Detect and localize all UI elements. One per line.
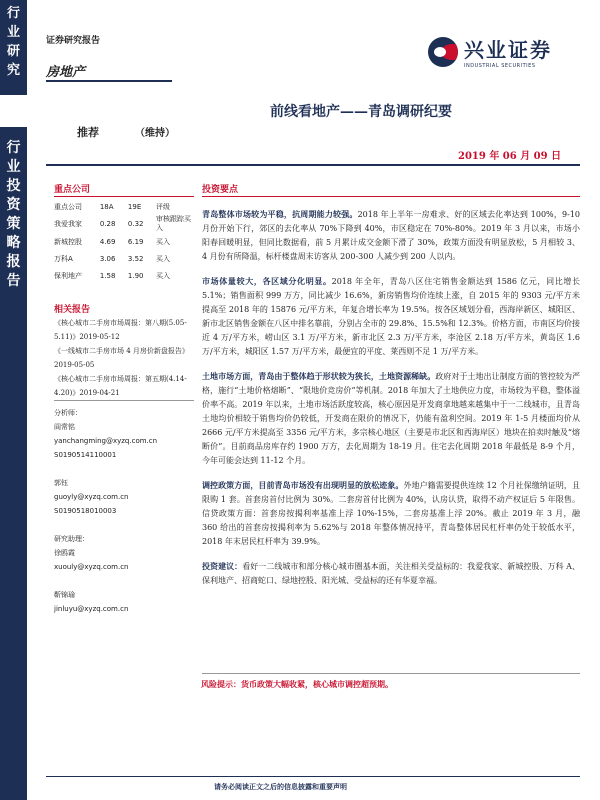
table-row (52, 215, 194, 233)
table-row (52, 233, 194, 250)
table-cell: 买入 (156, 271, 170, 280)
table-cell: 审核跟踪买入 (156, 215, 191, 232)
table-cell: 我爱我家 (54, 220, 82, 228)
sidebar-mid-char: 资 (6, 197, 21, 213)
sidebar-mid-char: 投 (6, 178, 21, 194)
table-cell: 3.52 (127, 254, 144, 263)
sidebar-top-char: 业 (6, 25, 20, 40)
table-cell: 4.69 (99, 237, 116, 246)
main-paragraph (202, 274, 580, 359)
related-report-link[interactable]: 《一线城市二手房市场 4 月房价新盘报告》2019-05-05 (54, 347, 189, 369)
table-cell: 重点公司 (54, 202, 82, 211)
assistant-name: 徐鸥霞 (54, 549, 75, 557)
paragraph-text: 外地户籍需要提供连续 12 个月社保缴纳证明，且限购 1 套。首套房首付比例为 30%。二套房首付比例为 40%，认房认贷，取得不动产权证后 5 年限售。信贷政策方面：首套房按揭利率基准上浮 10%-15%，二套房基准上浮 20%。截止 2019 年 3 月，融 360 给出的首套房按揭利率为 5.62%与 2018 年整体情况持平，青岛整体居民杠杆率仍处于较低水平，2018 年末居民杠杆率为 39.9%。 (202, 481, 580, 546)
main-paragraph (202, 559, 580, 588)
assistant-name: 靳锦瑜 (54, 591, 75, 599)
paragraph-lead: 青岛整体市场较为平稳，抗周期能力较强。 (202, 209, 358, 219)
analyst-name: 阎常铭 (54, 423, 75, 431)
report-date: 2019 年 06 月 09 日 (458, 151, 562, 162)
assistant-label: 研究助理： (54, 535, 89, 543)
footer-disclaimer[interactable]: 请务必阅读正文之后的信息披露和重要声明 (214, 782, 347, 791)
table-cell: 1.58 (99, 271, 116, 280)
table-cell: 新城控股 (54, 237, 82, 246)
table-cell: 买入 (156, 237, 170, 246)
sidebar-top-char: 研 (6, 44, 20, 59)
assistant-email[interactable]: xuouly@xyzq.com.cn (54, 563, 129, 571)
main-paragraph (202, 478, 580, 549)
related-heading: 相关报告 (54, 305, 91, 315)
paragraph-text: 2018 年全年，青岛八区住宅销售金额达到 1586 亿元，同比增长 5.1%；销售面积 999 万方，同比减少 16.6%，新房销售均价连续上涨，自 2015 年的 9303 元/平方米提高至 2018 年的 15876 元/平方米，年复合增长率为 19.5%。按各区域划分看，西海岸新区、城阳区、新市北区销售金额在八区中排名靠前，分别占全市的 29.8%、15.5%和 12.3%。价格方面，市南区均价接近 4 万/平方米，崂山区 3.1 万/平方米，新市北区 2.3 万/平方米，李沧区 2.18 万/平方米，黄岛区 1.6 万/平方米，城阳区 1.57 万/平方米，最便宜的平度、莱西则不足 1 万/平方米。 (202, 277, 580, 356)
table-cell: 买入 (156, 254, 170, 263)
main-paragraph (202, 207, 580, 264)
main-paragraph (202, 369, 580, 468)
companies-heading-rule (54, 196, 194, 197)
table-cell: 1.90 (127, 271, 144, 280)
company-logo (428, 34, 552, 69)
paragraph-text: 2018 年上半年一房难求、好的区域去化率达到 100%，9-10 月份开始下行，郊区的去化率从 70%下降到 40%，市区稳定在 70%-80%。2019 年 3 月以来，市场小阳春回暖明显，但同比数据看，前 5 月累计成交金额下滑了 30%，政策方面没有明显放松，5 月相较 3、4 月份有所降温，标杆楼盘周末访客从 200-300 人减少到 200 人以内。 (202, 210, 580, 261)
paragraph-text: 看好一二线城市和部分核心城市圈基本面，关注相关受益标的：我爱我家、新城控股、万科 A、保利地产、招商蛇口、绿地控股、阳光城、受益标的还有华夏幸福。 (202, 562, 580, 585)
paragraph-text: 政府对于土地出让制度方面的管控较为严格，施行“土地价格熔断”、“限地价竞房价”等机制。2018 年加大了土地供应力度，市场较为平稳，整体溢价率不高。2019 年以来，土地市场活跃度较高，核心原因是开发商拿地越来越集中于一二线城市，且青岛土地均价相较于销售均价仍较低，开发商在限价的情况下，仍能有盈利空间。2019 年 1-5 月楼面均价从 2666 元/平方米提高至 3356 元/平方米，多宗核心地区（主要是市北区和西海岸区）地块在拍卖时触及“熔断价”。目前商品房库存约 1900 万方，去化周期为 18-19 月。住宅去化周期 2018 年最低是 8-9 个月，今年可能会达到 11-12 个月。 (202, 372, 581, 465)
risk-divider (202, 673, 580, 674)
paragraph-lead: 投资建议： (202, 561, 243, 571)
sector-underline (46, 80, 172, 82)
main-body (202, 207, 580, 598)
analysts-block (54, 406, 194, 616)
sidebar-mid-char: 策 (6, 216, 21, 232)
table-cell: 0.28 (99, 220, 116, 228)
sidebar-top-band (0, 0, 27, 95)
companies-table (52, 198, 194, 284)
table-cell: 评级 (156, 202, 170, 211)
table-cell: 18A (99, 202, 114, 211)
sidebar-report-type-band (0, 127, 27, 800)
analyst-cert: S0190518010003 (54, 507, 117, 515)
paragraph-lead: 土地市场方面，青岛由于整体趋于形状较为狭长，土地资源稀缺。 (202, 371, 436, 381)
report-type-label: 证券研究报告 (46, 36, 101, 46)
table-cell: 0.32 (127, 220, 144, 228)
main-heading: 投资要点 (202, 185, 239, 195)
sidebar-mid-char: 告 (6, 273, 21, 289)
risk-warning: 风险提示：货币政策大幅收紧，核心城市调控超预期。 (201, 679, 393, 689)
footer-divider (46, 776, 580, 777)
table-cell: 万科A (54, 254, 73, 263)
table-cell: 19E (127, 202, 142, 211)
related-divider (54, 400, 194, 401)
analyst-label: 分析师： (54, 409, 82, 417)
analyst-cert: S0190514110001 (54, 451, 117, 459)
paragraph-lead: 市场体量较大，各区域分化明显。 (202, 276, 332, 286)
rating-sub-label: （维持） (135, 128, 175, 139)
analyst-email[interactable]: yanchangming@xyzq.com.cn (54, 437, 158, 445)
related-reports-list (54, 316, 194, 400)
sidebar-mid-char: 行 (6, 140, 21, 156)
rating-label: 推荐 (77, 126, 99, 139)
related-report-link[interactable]: 《核心城市二手房市场周报：第八期(5.05-5.11)》2019-05-12 (54, 319, 187, 341)
sidebar-top-char: 行 (6, 6, 20, 21)
table-cell: 3.06 (99, 254, 116, 263)
companies-heading: 重点公司 (54, 185, 91, 195)
sidebar-mid-char: 略 (6, 235, 21, 251)
logo-en-text: INDUSTRIAL SECURITIES (464, 63, 536, 69)
report-title: 前线看地产——青岛调研纪要 (270, 104, 452, 120)
sidebar-mid-char: 报 (6, 254, 21, 270)
main-heading-rule (202, 196, 580, 197)
table-row (52, 250, 194, 267)
table-row (52, 267, 194, 284)
table-cell: 保利地产 (54, 271, 82, 280)
logo-cn-text: 兴业证券 (464, 38, 552, 62)
assistant-email[interactable]: jinluyu@xyzq.com.cn (54, 605, 129, 613)
table-cell: 6.19 (127, 237, 144, 246)
paragraph-lead: 调控政策方面，目前青岛市场没有出现明显的放松迹象。 (202, 480, 404, 490)
analyst-email[interactable]: guoyly@xyzq.com.cn (54, 493, 129, 501)
sector-label: 房地产 (46, 65, 86, 80)
related-report-link[interactable]: 《核心城市二手房市场周报：第五期(4.14-4.20)》2019-04-21 (54, 375, 187, 397)
header-divider (46, 164, 580, 166)
sidebar-top-char: 究 (6, 63, 20, 78)
sidebar-mid-char: 业 (6, 159, 21, 175)
table-row (52, 198, 194, 215)
logo-mark-icon (428, 37, 458, 67)
analyst-name: 郭钰 (54, 479, 68, 487)
